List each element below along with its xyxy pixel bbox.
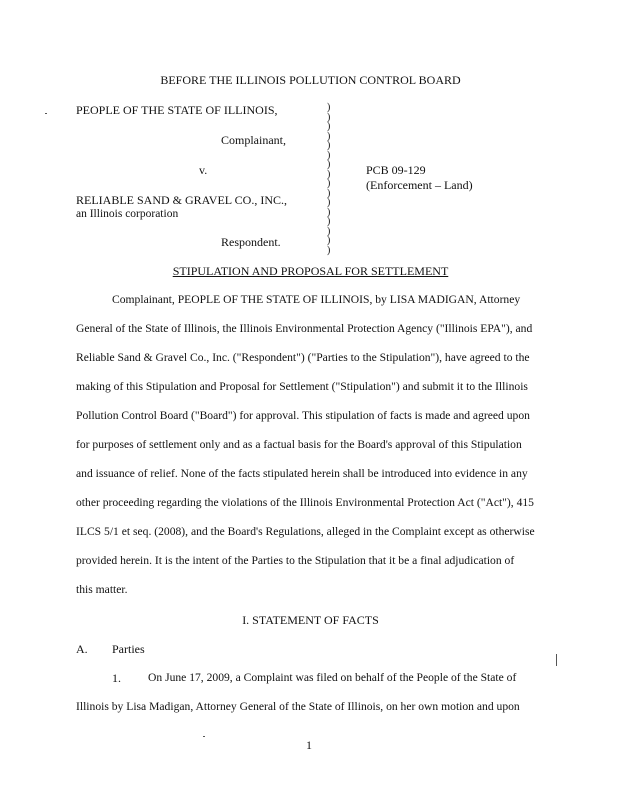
caption-divider: ) ) ) ) ) ) ) ) ) ) ) ) ) ) ) ) [327,102,331,256]
intro-line: Reliable Sand & Gravel Co., Inc. ("Respondent") ("Parties to the Stipulation"), have agreed to the [76,351,530,364]
intro-line: this matter. [76,583,128,596]
intro-line: provided herein. It is the intent of the Parties to the Stipulation that it be a final adjudication of [76,554,515,567]
paragraph-number: 1. [112,671,121,685]
section-heading: I. STATEMENT OF FACTS [242,613,379,627]
intro-line: ILCS 5/1 et seq. (2008), and the Board's Regulations, alleged in the Complaint except as otherwise [76,525,535,538]
scan-speck [556,654,557,666]
intro-line: and issuance of relief. None of the facts stipulated herein shall be introduced into evidence in any [76,467,528,480]
scan-speck [45,113,47,114]
subsection-title: Parties [112,642,145,656]
intro-line: General of the State of Illinois, the Illinois Environmental Protection Agency ("Illinois EPA"), and [76,322,533,335]
case-number: PCB 09-129 [366,163,426,177]
paragraph-line: Illinois by Lisa Madigan, Attorney General of the State of Illinois, on her own motion and upon [76,700,520,713]
intro-line: for purposes of settlement only and as a factual basis for the Board's approval of this Stipulation [76,438,522,451]
intro-line: making of this Stipulation and Proposal for Settlement ("Stipulation") and submit it to the Illinois [76,380,528,393]
page-number: 1 [306,738,312,752]
case-type: (Enforcement – Land) [366,178,473,192]
intro-line: other proceeding regarding the violations of the Illinois Environmental Protection Act ("Act"), 415 [76,496,534,509]
intro-line: Complainant, PEOPLE OF THE STATE OF ILLINOIS, by LISA MADIGAN, Attorney [112,293,521,306]
defendant-name: RELIABLE SAND & GRAVEL CO., INC., [76,193,288,207]
plaintiff-role: Complainant, [221,133,286,147]
versus-label: v. [199,163,208,177]
court-heading: BEFORE THE ILLINOIS POLLUTION CONTROL BOARD [160,73,461,87]
plaintiff-name: PEOPLE OF THE STATE OF ILLINOIS, [76,103,278,117]
intro-line: Pollution Control Board ("Board") for approval. This stipulation of facts is made and agreed upon [76,409,530,422]
defendant-description: an Illinois corporation [76,208,179,220]
scan-speck [203,736,205,737]
document-title: STIPULATION AND PROPOSAL FOR SETTLEMENT [172,264,449,278]
defendant-role: Respondent. [221,235,281,249]
subsection-letter: A. [76,642,88,656]
paragraph-line: On June 17, 2009, a Complaint was filed on behalf of the People of the State of [148,671,517,684]
